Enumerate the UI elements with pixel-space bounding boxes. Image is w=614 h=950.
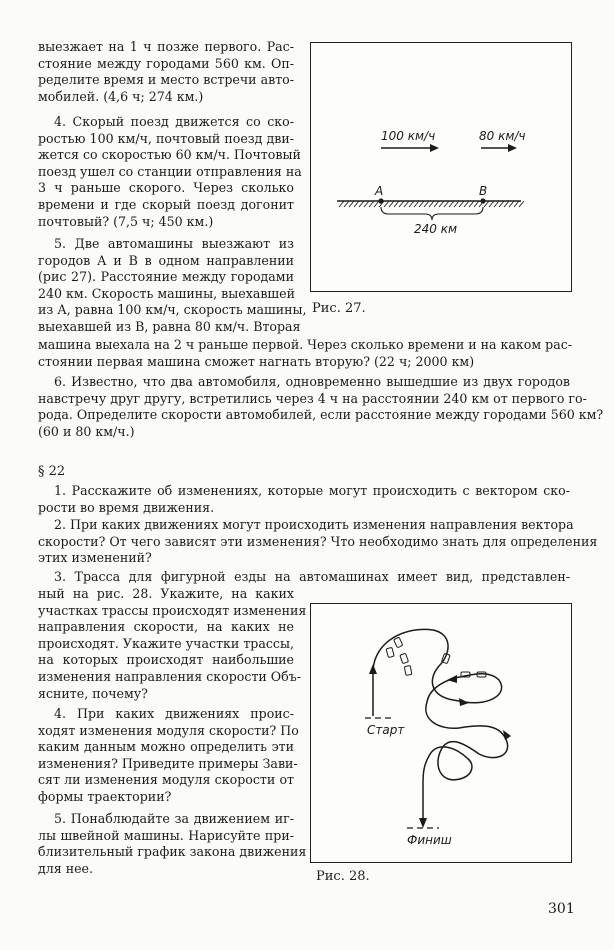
figure-27-caption: Рис. 27. xyxy=(312,301,366,316)
road-line xyxy=(337,201,524,207)
point-a-dot xyxy=(378,198,383,203)
text-line: городов А и В в одном направлении xyxy=(38,252,294,268)
figure-27 xyxy=(310,42,572,292)
text-line: 4. При каких движениях проис- xyxy=(54,706,294,721)
text-line: сят ли изменения модуля скорости от xyxy=(38,772,294,788)
finish-label: Финиш xyxy=(407,833,452,847)
question-1 xyxy=(38,483,570,516)
text-line: ходят изменения модуля скорости? По xyxy=(38,722,299,738)
text-line: происходят. Укажите участки трассы, xyxy=(38,635,294,651)
problem-5-continued xyxy=(38,337,573,370)
text-line: 2. При каких движениях могут происходить изменения направления вектора xyxy=(54,517,574,532)
text-line: для нее. xyxy=(38,860,94,876)
text-line: почтовый? (7,5 ч; 450 км.) xyxy=(38,213,214,229)
text-line: на которых происходят наибольшие xyxy=(38,652,294,668)
text-line: жется со скоростью 60 км/ч. Почтовый xyxy=(38,147,301,163)
question-2 xyxy=(38,517,598,567)
text-line: машина выехала на 2 ч раньше первой. Через сколько времени и на каком рас- xyxy=(38,337,573,352)
direction-arrows xyxy=(369,664,511,828)
speed-arrow-b xyxy=(481,144,517,152)
distance-label: 240 км xyxy=(414,222,458,236)
text-line: близительный график закона движения xyxy=(38,844,307,860)
text-line: 240 км. Скорость машины, выехавшей xyxy=(38,285,295,301)
text-line: 4. Скорый поезд движется со ско- xyxy=(54,114,294,129)
start-label: Старт xyxy=(367,723,405,737)
figure-27-diagram xyxy=(311,43,571,291)
text-line: участках трассы происходят изменения xyxy=(38,602,307,618)
text-line: из А, равна 100 км/ч, скорость машины, xyxy=(38,302,307,318)
text-line: рости во время движения. xyxy=(38,499,215,515)
text-line: каким данным можно определить эти xyxy=(38,739,294,755)
text-line: 6. Известно, что два автомобиля, одновременно вышедшие из двух городов xyxy=(54,374,570,389)
text-line: направления скорости, на каких не xyxy=(38,619,294,635)
text-line: формы траектории? xyxy=(38,788,172,804)
text-line: стояние между городами 560 км. Оп- xyxy=(38,55,294,71)
text-line: поезд ушел со станции отправления на xyxy=(38,163,302,179)
text-line: 5. Понаблюдайте за движением иг- xyxy=(54,811,294,826)
text-line: 1. Расскажите об изменениях, которые могут происходить с вектором ско- xyxy=(54,483,570,498)
text-line: изменения направления скорости Объ- xyxy=(38,668,301,684)
question-3-first-line xyxy=(38,569,570,586)
question-3 xyxy=(38,586,307,702)
figure-28 xyxy=(310,603,572,863)
text-line: скорости? От чего зависят эти изменения? Что необходимо знать для определения xyxy=(38,533,598,549)
text-line: выехавшей из В, равна 80 км/ч. Вторая xyxy=(38,318,301,334)
text-line: ределите время и место встречи авто- xyxy=(38,72,294,88)
speed-label-b: 80 км/ч xyxy=(479,129,526,143)
text-line: времени и где скорый поезд догонит xyxy=(38,196,294,212)
problem-4 xyxy=(38,114,302,230)
text-line: ный на рис. 28. Укажите, на каких xyxy=(38,586,294,601)
text-line: изменения? Приведите примеры Зави- xyxy=(38,755,298,771)
question-4 xyxy=(38,706,299,806)
text-line: лы швейной машины. Нарисуйте при- xyxy=(38,827,294,843)
speed-arrow-a xyxy=(381,144,439,152)
text-line: (рис 27). Расстояние между городами xyxy=(38,269,294,285)
text-line: выезжает на 1 ч позже первого. Рас- xyxy=(38,39,294,54)
text-line: (60 и 80 км/ч.) xyxy=(38,423,135,439)
text-line: стоянии первая машина сможет нагнать вторую? (22 ч; 2000 км) xyxy=(38,353,475,369)
question-5 xyxy=(38,811,307,877)
problem3-continuation xyxy=(38,39,294,105)
section-title: § 22 xyxy=(38,464,66,479)
text-line: этих изменений? xyxy=(38,550,152,566)
page-number: 301 xyxy=(548,901,575,917)
problem-6 xyxy=(38,374,604,440)
problem-5 xyxy=(38,236,307,336)
figure-28-caption: Рис. 28. xyxy=(316,869,370,884)
point-b-dot xyxy=(480,198,485,203)
text-line: 5. Две автомашины выезжают из xyxy=(54,236,294,251)
point-b-label: B xyxy=(479,184,488,198)
speed-label-a: 100 км/ч xyxy=(381,129,436,143)
text-line: 3. Трасса для фигурной езды на автомашинах имеет вид, представлен- xyxy=(54,569,570,584)
text-line: мобилей. (4,6 ч; 274 км.) xyxy=(38,88,204,104)
text-line: 3 ч раньше скорого. Через сколько xyxy=(38,180,294,196)
text-line: рода. Определите скорости автомобилей, если расстояние между городами 560 км? xyxy=(38,407,604,423)
point-a-label: A xyxy=(375,184,384,198)
text-line: ясните, почему? xyxy=(38,685,148,701)
text-line: навстречу друг другу, встретились через 4 ч на расстоянии 240 км от первого го- xyxy=(38,390,587,406)
figure-28-diagram xyxy=(311,604,571,862)
text-line: ростью 100 км/ч, почтовый поезд дви- xyxy=(38,130,294,146)
distance-brace xyxy=(381,207,483,220)
